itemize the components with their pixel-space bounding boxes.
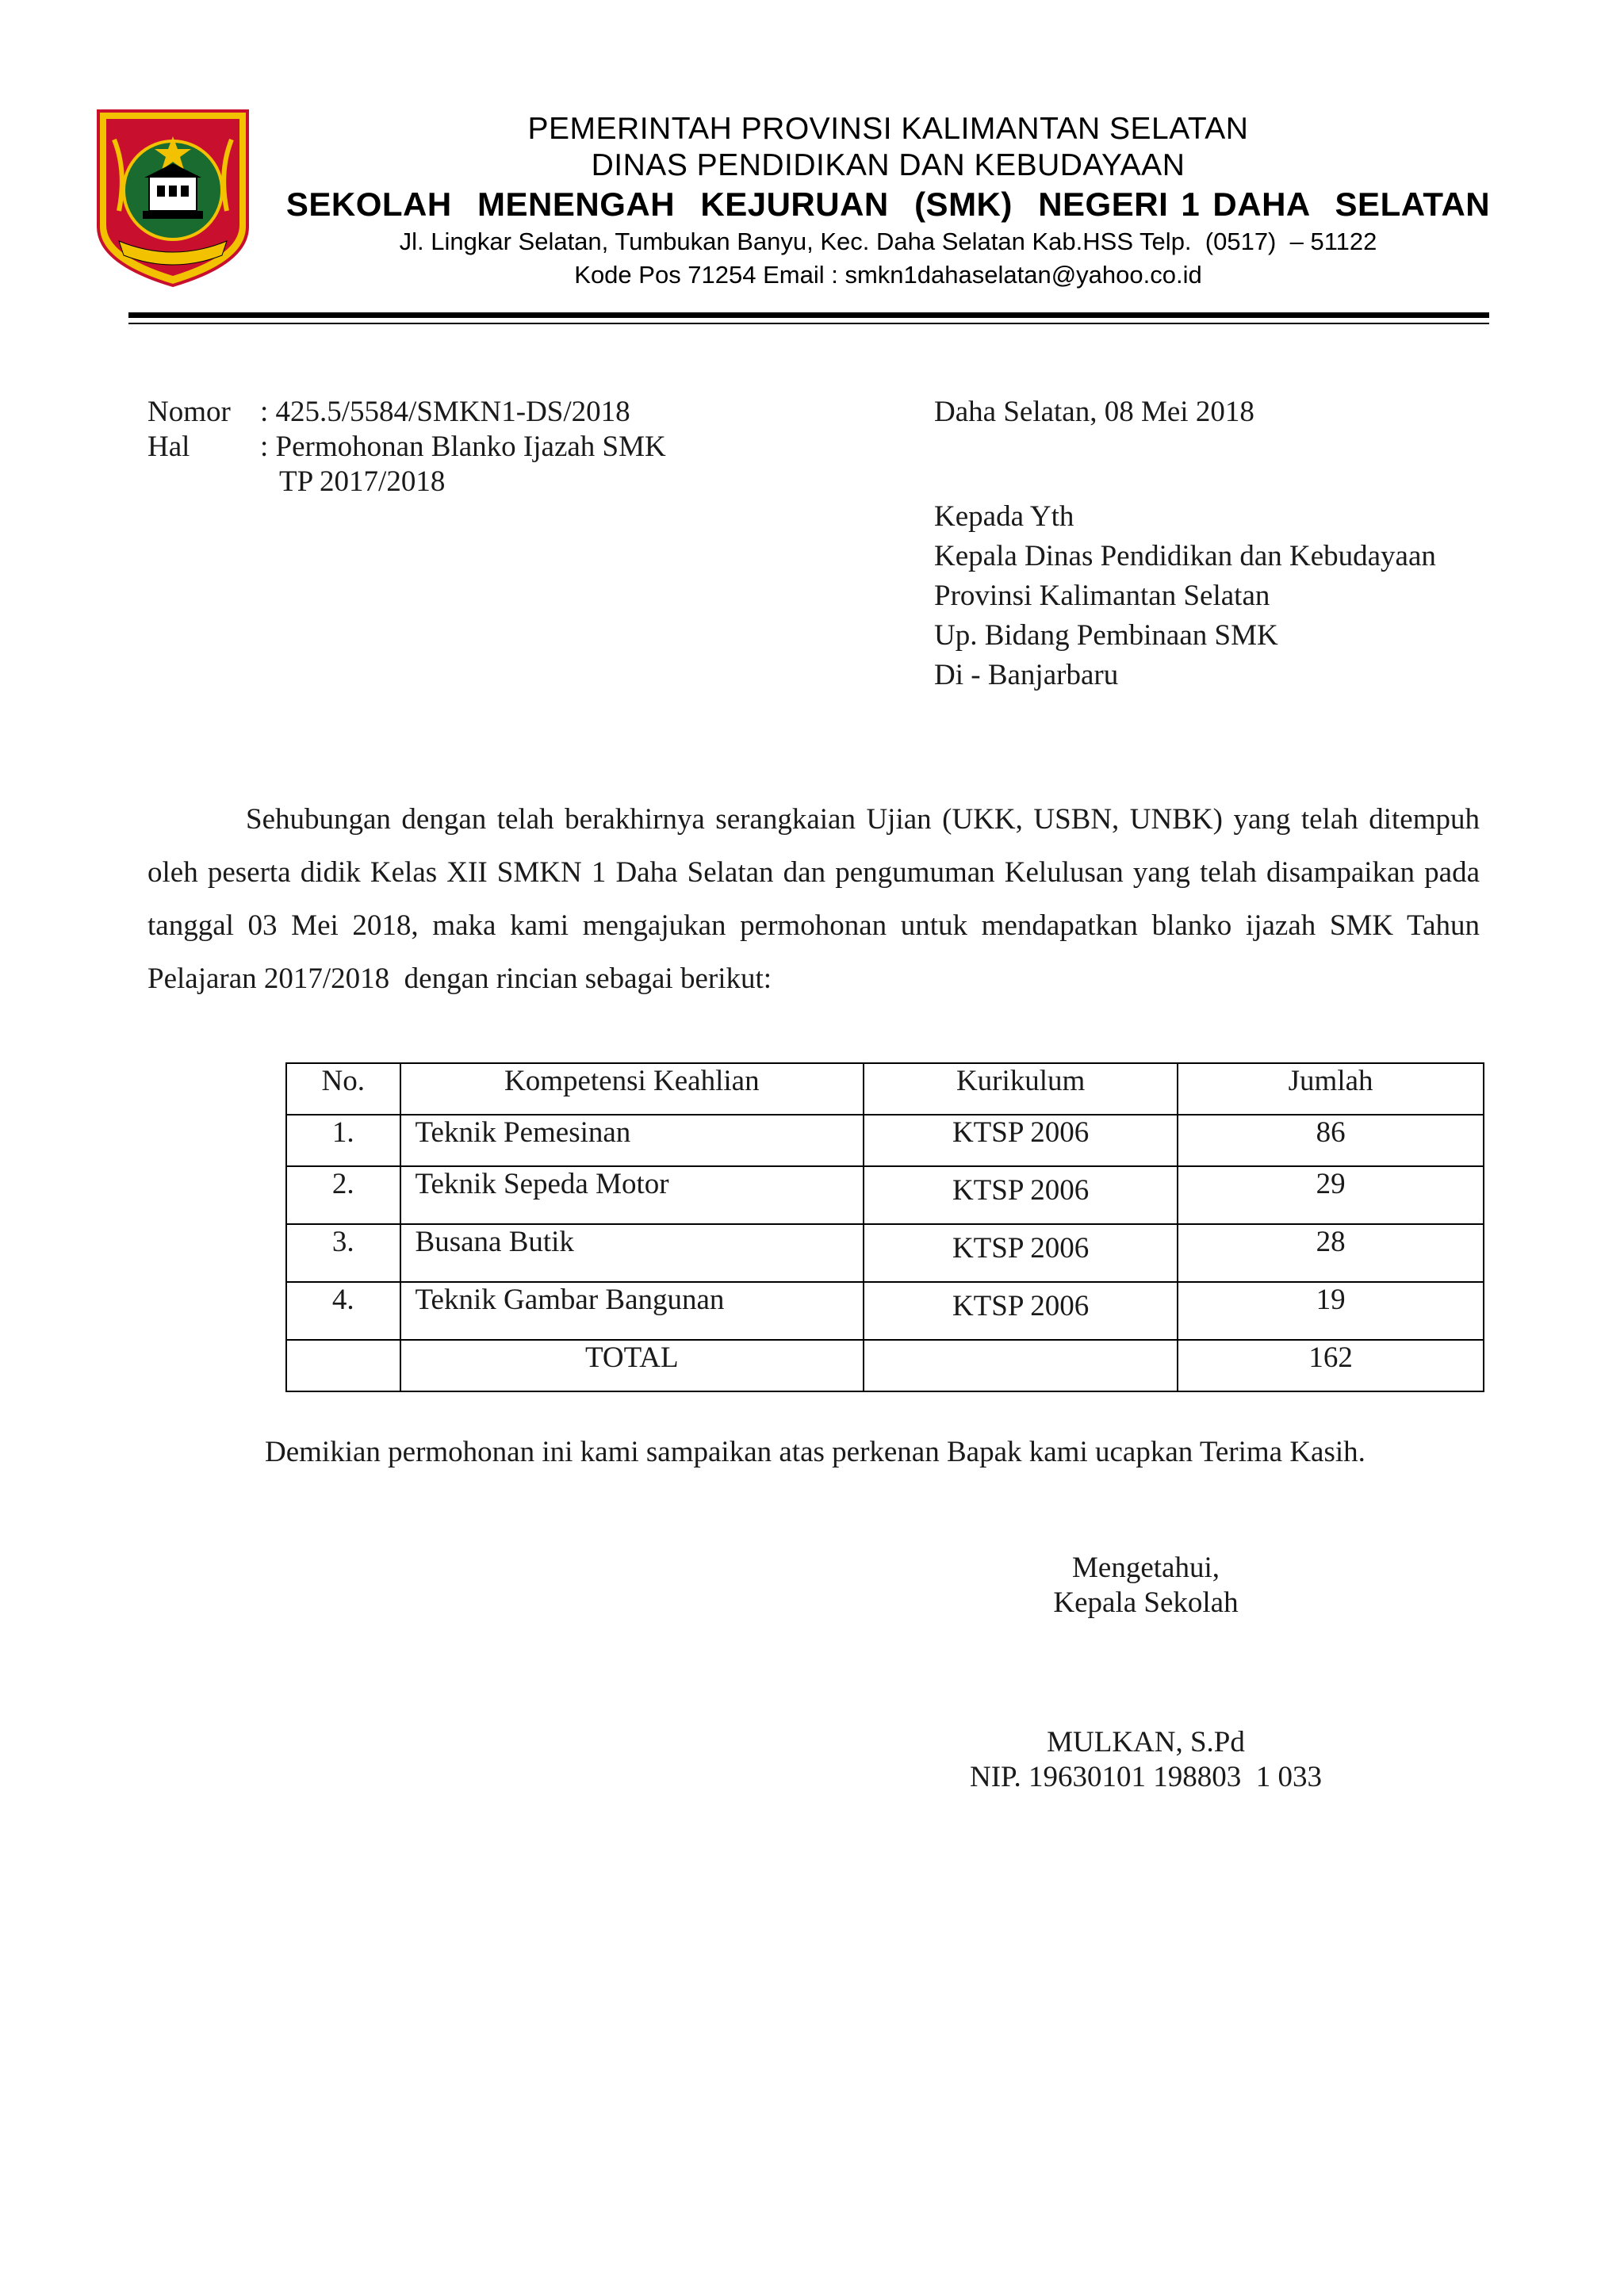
hal-value: : Permohonan Blanko Ijazah SMK: [260, 430, 666, 463]
header-no: No.: [286, 1063, 400, 1115]
letterhead-postal-email: Kode Pos 71254 Email : smkn1dahaselatan@yahoo.co.id: [574, 261, 1202, 289]
cell-no: 3.: [286, 1224, 400, 1282]
competency-table: [285, 1062, 1484, 1392]
letterhead: [285, 111, 1491, 292]
table-total-row: [286, 1340, 1484, 1391]
table-row: [286, 1282, 1484, 1340]
recipient-line: Up. Bidang Pembinaan SMK: [934, 619, 1278, 652]
nomor-label: Nomor: [147, 396, 231, 428]
recipient-line: Kepala Dinas Pendidikan dan Kebudayaan: [934, 540, 1436, 572]
emblem-icon: [95, 108, 251, 289]
recipient-line: Di - Banjarbaru: [934, 659, 1119, 691]
signatory-nip: NIP. 19630101 198803 1 033: [969, 1761, 1323, 1793]
cell-kurikulum: KTSP 2006: [864, 1115, 1178, 1166]
cell-no: 1.: [286, 1115, 400, 1166]
place-date: Daha Selatan, 08 Mei 2018: [934, 396, 1254, 428]
cell-no: 4.: [286, 1282, 400, 1340]
cell-jumlah: 19: [1178, 1282, 1484, 1340]
cell-empty: [864, 1340, 1178, 1391]
letterhead-government: PEMERINTAH PROVINSI KALIMANTAN SELATAN: [527, 112, 1249, 146]
hal-label: Hal: [147, 430, 190, 463]
table-header-row: [286, 1063, 1484, 1115]
province-emblem-logo: [95, 108, 251, 289]
cell-jumlah: 28: [1178, 1224, 1484, 1282]
body-paragraph-text: Sehubungan dengan telah berakhirnya serangkaian Ujian (UKK, USBN, UNBK) yang telah ditempuh oleh peserta didik Kelas XII SMKN 1 Daha Selatan dan pengumuman Kelulusan yang telah disampaikan pada tanggal 03 Mei 2018, maka kami mengajukan permohonan untuk mendapatkan blanko ijazah SMK Tahun Pelajaran 2017/2018 dengan rincian sebagai berikut:: [147, 803, 1488, 995]
cell-kurikulum: KTSP 2006: [864, 1224, 1178, 1282]
body-paragraph: [147, 793, 1488, 1005]
letterhead-address: Jl. Lingkar Selatan, Tumbukan Banyu, Kec. Daha Selatan Kab.HSS Telp. (0517) – 51122: [399, 228, 1377, 255]
header-kompetensi: Kompetensi Keahlian: [400, 1063, 864, 1115]
signature-title: Kepala Sekolah: [1053, 1586, 1239, 1619]
total-value: 162: [1178, 1340, 1484, 1391]
cell-empty: [286, 1340, 400, 1391]
letterhead-department: DINAS PENDIDIKAN DAN KEBUDAYAAN: [591, 148, 1185, 182]
header-kurikulum: Kurikulum: [864, 1063, 1178, 1115]
nomor-value: : 425.5/5584/SMKN1-DS/2018: [260, 396, 630, 428]
cell-kompetensi: Teknik Gambar Bangunan: [400, 1282, 864, 1340]
table-row: [286, 1115, 1484, 1166]
cell-kompetensi: Teknik Pemesinan: [400, 1115, 864, 1166]
cell-kompetensi: Teknik Sepeda Motor: [400, 1166, 864, 1224]
signatory-name: MULKAN, S.Pd: [1047, 1726, 1245, 1758]
letterhead-school-name: SEKOLAH MENENGAH KEJURUAN (SMK) NEGERI 1 DAHA SELATAN: [285, 186, 1491, 223]
header-jumlah: Jumlah: [1178, 1063, 1484, 1115]
signature-know: Mengetahui,: [1072, 1552, 1220, 1584]
total-label: TOTAL: [400, 1340, 864, 1391]
closing-sentence: Demikian permohonan ini kami sampaikan atas perkenan Bapak kami ucapkan Terima Kasih.: [265, 1436, 1365, 1468]
cell-no: 2.: [286, 1166, 400, 1224]
cell-jumlah: 86: [1178, 1115, 1484, 1166]
table-row: [286, 1166, 1484, 1224]
letterhead-divider-thin: [128, 323, 1489, 324]
cell-kompetensi: Busana Butik: [400, 1224, 864, 1282]
cell-jumlah: 29: [1178, 1166, 1484, 1224]
recipient-line: Kepada Yth: [934, 500, 1074, 533]
letterhead-divider-thick: [128, 312, 1489, 318]
table-row: [286, 1224, 1484, 1282]
cell-kurikulum: KTSP 2006: [864, 1282, 1178, 1340]
hal-value-continued: TP 2017/2018: [279, 465, 446, 498]
cell-kurikulum: KTSP 2006: [864, 1166, 1178, 1224]
recipient-line: Provinsi Kalimantan Selatan: [934, 580, 1270, 612]
